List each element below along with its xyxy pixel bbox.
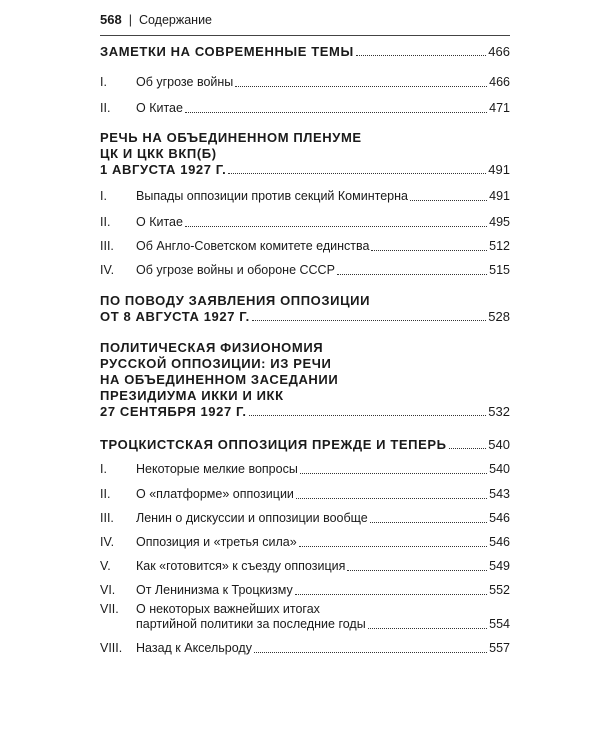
leader-dots [185, 225, 487, 227]
leader-dots [299, 545, 487, 547]
item-number: II. [100, 487, 111, 501]
leader-dots [368, 627, 487, 629]
item-number: III. [100, 239, 114, 253]
toc-item[interactable] [100, 101, 510, 116]
item-page: 557 [489, 641, 510, 655]
section-page: 540 [488, 437, 510, 452]
leader-dots [249, 414, 487, 416]
leader-dots [254, 651, 487, 653]
leader-dots [337, 273, 487, 275]
item-page: 549 [489, 559, 510, 573]
leader-dots [449, 447, 487, 449]
item-number: II. [100, 215, 111, 229]
toc-item[interactable] [100, 559, 510, 574]
section-page: 491 [488, 162, 510, 177]
item-number: I. [100, 189, 107, 203]
item-page: 546 [489, 511, 510, 525]
running-title: Содержание [138, 13, 213, 27]
item-title-continued: партийной политики за последние годы [136, 617, 366, 631]
section-title-line: РЕЧЬ НА ОБЪЕДИНЕННОМ ПЛЕНУМЕ [100, 130, 362, 145]
item-number: IV. [100, 263, 115, 277]
toc-item[interactable] [100, 215, 510, 230]
toc-section-3-last[interactable] [100, 309, 510, 324]
toc-item[interactable] [100, 487, 510, 502]
toc-item[interactable] [100, 462, 510, 477]
page-header [100, 12, 510, 36]
leader-dots [252, 319, 486, 321]
toc-page [100, 12, 510, 655]
item-number: I. [100, 75, 107, 89]
item-title: Об Англо-Советском комитете единства [136, 239, 370, 253]
section-title-line: 27 СЕНТЯБРЯ 1927 Г. [100, 404, 247, 419]
item-page: 552 [489, 583, 510, 597]
toc-section-2[interactable] [100, 130, 510, 162]
section-page: 528 [488, 309, 510, 324]
item-number: I. [100, 462, 107, 476]
item-number: III. [100, 511, 114, 525]
leader-dots [371, 249, 487, 251]
item-title: О Китае [136, 215, 183, 229]
toc-section-4-last[interactable] [100, 404, 510, 419]
header-separator: | [128, 13, 132, 27]
leader-dots [347, 569, 487, 571]
toc-section-4[interactable] [100, 340, 510, 404]
item-title: Как «готовится» к съезду оппозиция [136, 559, 346, 573]
toc-item[interactable] [100, 189, 510, 204]
leader-dots [356, 54, 486, 56]
item-page: 471 [489, 101, 510, 115]
item-title: Об угрозе войны [136, 75, 234, 89]
item-title: Ленин о дискуссии и оппозиции вообще [136, 511, 368, 525]
section-title-line: ПРЕЗИДИУМА ИККИ И ИКК [100, 388, 284, 403]
item-number: VI. [100, 583, 116, 597]
section-page: 532 [488, 404, 510, 419]
toc-section-3[interactable] [100, 293, 510, 309]
item-number: VII. [100, 602, 119, 616]
item-page: 543 [489, 487, 510, 501]
item-number: II. [100, 101, 111, 115]
section-title-line: ПОЛИТИЧЕСКАЯ ФИЗИОНОМИЯ [100, 340, 324, 355]
toc-section-2-last[interactable] [100, 162, 510, 177]
section-title-line: РУССКОЙ ОППОЗИЦИИ: ИЗ РЕЧИ [100, 356, 332, 371]
toc-section-1[interactable] [100, 44, 510, 59]
toc-item[interactable] [100, 641, 510, 656]
leader-dots [296, 497, 487, 499]
toc-item[interactable] [100, 239, 510, 254]
item-number: IV. [100, 535, 115, 549]
page-number: 568 [100, 12, 122, 27]
leader-dots [300, 472, 487, 474]
toc-item[interactable] [100, 583, 510, 598]
leader-dots [228, 172, 486, 174]
item-number: V. [100, 559, 111, 573]
item-title: Оппозиция и «третья сила» [136, 535, 297, 549]
toc-item[interactable] [100, 602, 510, 634]
section-title-line: 1 АВГУСТА 1927 Г. [100, 162, 227, 177]
leader-dots [410, 199, 487, 201]
toc-item[interactable] [100, 75, 510, 90]
section-title-line: ЦК И ЦКК ВКП(Б) [100, 146, 217, 161]
item-number: VIII. [100, 641, 123, 655]
item-page: 466 [489, 75, 510, 89]
section-title: ТРОЦКИСТСКАЯ ОППОЗИЦИЯ ПРЕЖДЕ И ТЕПЕРЬ [100, 437, 447, 452]
item-title: От Ленинизма к Троцкизму [136, 583, 293, 597]
leader-dots [295, 593, 487, 595]
section-title: ЗАМЕТКИ НА СОВРЕМЕННЫЕ ТЕМЫ [100, 44, 354, 59]
section-title-line: ПО ПОВОДУ ЗАЯВЛЕНИЯ ОППОЗИЦИИ [100, 293, 371, 308]
item-title: Выпады оппозиции против секций Коминтерна [136, 189, 408, 203]
item-page: 546 [489, 535, 510, 549]
item-title: Назад к Аксельроду [136, 641, 252, 655]
item-page: 554 [489, 617, 510, 631]
leader-dots [235, 85, 487, 87]
item-page: 515 [489, 263, 510, 277]
item-page: 491 [489, 189, 510, 203]
item-title: Об угрозе войны и обороне СССР [136, 263, 335, 277]
toc-item[interactable] [100, 535, 510, 550]
toc-section-5[interactable] [100, 437, 510, 452]
item-page: 540 [489, 462, 510, 476]
toc-item[interactable] [100, 511, 510, 526]
item-title: О Китае [136, 101, 183, 115]
item-title: Некоторые мелкие вопросы [136, 462, 298, 476]
item-page: 512 [489, 239, 510, 253]
leader-dots [370, 521, 487, 523]
section-title-line: ОТ 8 АВГУСТА 1927 Г. [100, 309, 250, 324]
section-page: 466 [488, 44, 510, 59]
section-title-line: НА ОБЪЕДИНЕННОМ ЗАСЕДАНИИ [100, 372, 339, 387]
toc-item[interactable] [100, 263, 510, 278]
item-title: О некоторых важнейших итогах [136, 602, 320, 616]
leader-dots [185, 111, 487, 113]
item-page: 495 [489, 215, 510, 229]
item-title: О «платформе» оппозиции [136, 487, 294, 501]
